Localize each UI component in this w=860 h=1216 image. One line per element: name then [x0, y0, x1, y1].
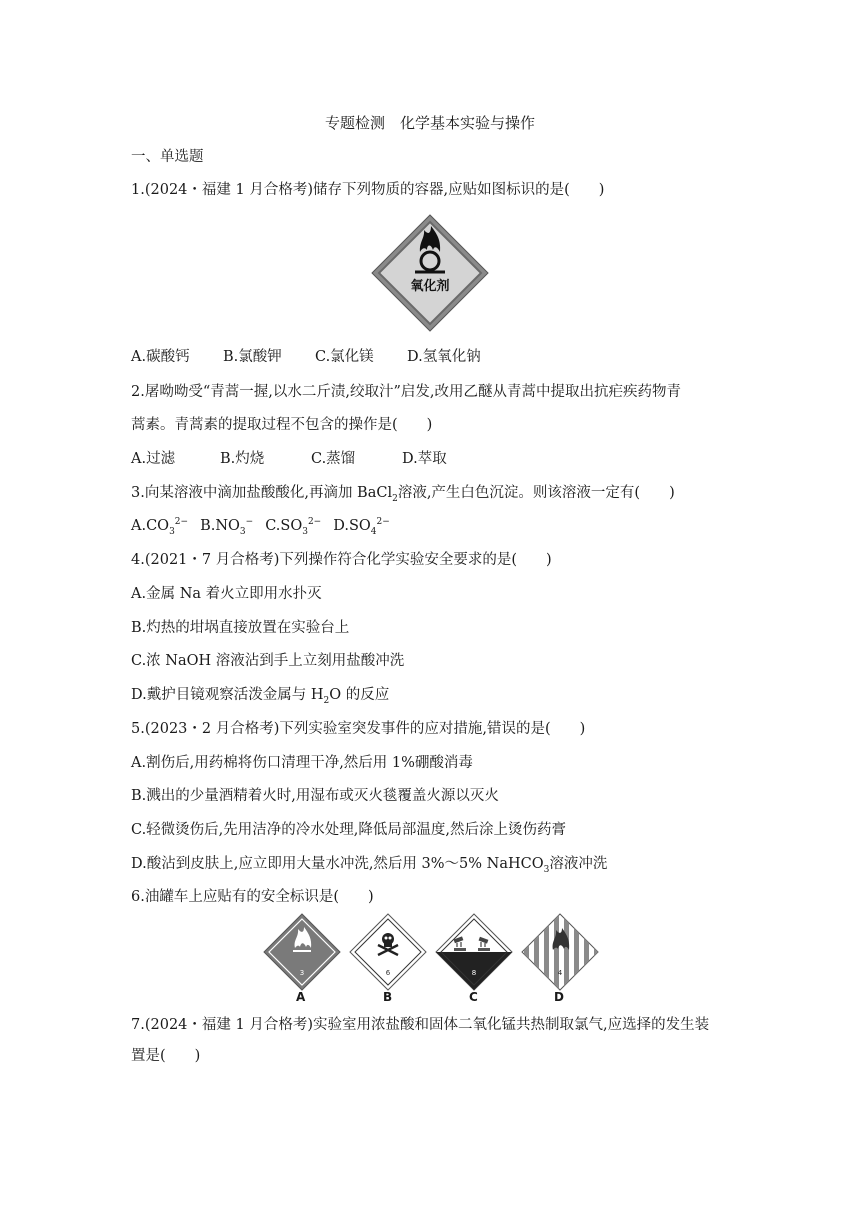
sign-label-d[interactable]: D [554, 990, 564, 1004]
superscript: 2− [307, 517, 322, 528]
option-d-text: D.戴护目镜观察活泼金属与 H [131, 687, 324, 703]
subscript: 3 [169, 526, 175, 537]
subscript: 3 [239, 526, 246, 537]
option-a[interactable]: A.金属 Na 着火立即用水扑灭 [131, 586, 322, 602]
oxidizer-sign-text: 氧化剂 [410, 279, 450, 294]
question-6-stem: 6.油罐车上应贴有的安全标识是( ) [131, 889, 374, 905]
subscript: 4 [370, 526, 377, 537]
option-c-text: C.SO [265, 518, 303, 534]
option-b[interactable]: B.灼烧 [220, 451, 265, 467]
sign-number-b: 6 [385, 969, 391, 977]
option-d[interactable] [131, 685, 389, 705]
question-1-options [131, 347, 481, 367]
option-d-text: D.SO [333, 518, 371, 534]
option-b-text: B.NO [200, 518, 240, 534]
option-d-text: O 的反应 [329, 687, 390, 703]
option-d[interactable]: D.萃取 [402, 451, 447, 467]
option-b[interactable]: B.氯酸钾 [223, 349, 282, 365]
superscript: 2− [376, 517, 390, 528]
question-2-options [131, 449, 447, 469]
question-2-stem-line2: 蒿素。青蒿素的提取过程不包含的操作是( ) [131, 417, 433, 433]
option-a-text: A.CO [131, 518, 170, 534]
flammable-liquid-sign-icon [264, 914, 340, 990]
option-d-text: D.酸沾到皮肤上,应立即用大量水冲洗,然后用 3%～5% NaHCO [131, 856, 544, 872]
corrosive-sign-icon [436, 914, 512, 990]
option-c[interactable]: C.氯化镁 [315, 349, 374, 365]
option-c[interactable] [265, 516, 321, 536]
stem-part: 溶液,产生白色沉淀。则该溶液一定有( ) [397, 485, 675, 501]
sign-number-a: 3 [299, 969, 305, 977]
section-heading: 一、单选题 [131, 149, 204, 165]
question-3-options [131, 516, 390, 536]
question-4-stem: 4.(2021・7 月合格考)下列操作符合化学实验安全要求的是( ) [131, 552, 552, 568]
option-b[interactable]: B.灼热的坩埚直接放置在实验台上 [131, 620, 350, 636]
sign-number-d: 4 [557, 969, 563, 977]
option-c[interactable]: C.浓 NaOH 溶液沾到手上立刻用盐酸冲洗 [131, 653, 405, 669]
option-b[interactable]: B.溅出的少量酒精着火时,用湿布或灭火毯覆盖火源以灭火 [131, 788, 499, 804]
sign-label-a[interactable]: A [296, 990, 306, 1004]
superscript: 2− [174, 517, 189, 528]
option-d-text: 溶液冲洗 [549, 856, 608, 872]
subscript: 3 [302, 526, 308, 537]
question-7-stem-line1: 7.(2024・福建 1 月合格考)实验室用浓盐酸和固体二氧化锰共热制取氯气,应选择的发生装 [131, 1017, 710, 1033]
sign-label-b[interactable]: B [383, 990, 393, 1004]
option-c[interactable]: C.蒸馏 [311, 451, 356, 467]
subscript: 3 [543, 864, 550, 875]
option-d[interactable] [333, 516, 390, 536]
question-3-stem [131, 483, 675, 503]
option-d[interactable]: D.氢氧化钠 [407, 349, 481, 365]
option-a[interactable]: A.碳酸钙 [131, 349, 190, 365]
question-2-stem-line1: 2.屠呦呦受“青蒿一握,以水二斤渍,绞取汁”启发,改用乙醚从青蒿中提取出抗疟疾药物青 [131, 384, 681, 400]
sign-label-c[interactable]: C [469, 990, 478, 1004]
option-c[interactable]: C.轻微烫伤后,先用洁净的冷水处理,降低局部温度,然后涂上烫伤药膏 [131, 822, 567, 838]
subscript: 2 [323, 695, 330, 706]
oxidizer-sign-icon [371, 214, 489, 332]
option-a[interactable]: A.割伤后,用药棉将伤口清理干净,然后用 1%硼酸消毒 [131, 755, 473, 771]
option-b[interactable] [200, 516, 253, 536]
question-1-stem: 1.(2024・福建 1 月合格考)储存下列物质的容器,应贴如图标识的是( ) [131, 182, 605, 198]
subscript: 2 [392, 493, 398, 504]
page-title: 专题检测 化学基本实验与操作 [324, 114, 535, 132]
option-d[interactable] [131, 854, 607, 874]
sign-number-c: 8 [471, 969, 477, 977]
question-7-stem-line2: 置是( ) [131, 1048, 201, 1064]
toxic-sign-icon [350, 914, 426, 990]
superscript: − [245, 517, 254, 528]
option-a[interactable]: A.过滤 [131, 451, 176, 467]
flammable-solid-sign-icon [522, 912, 599, 992]
hazard-signs-figure [262, 912, 602, 1006]
stem-part: 3.向某溶液中滴加盐酸酸化,再滴加 BaCl [131, 485, 393, 501]
option-a[interactable] [131, 516, 188, 536]
question-5-stem: 5.(2023・2 月合格考)下列实验室突发事件的应对措施,错误的是( ) [131, 721, 586, 737]
